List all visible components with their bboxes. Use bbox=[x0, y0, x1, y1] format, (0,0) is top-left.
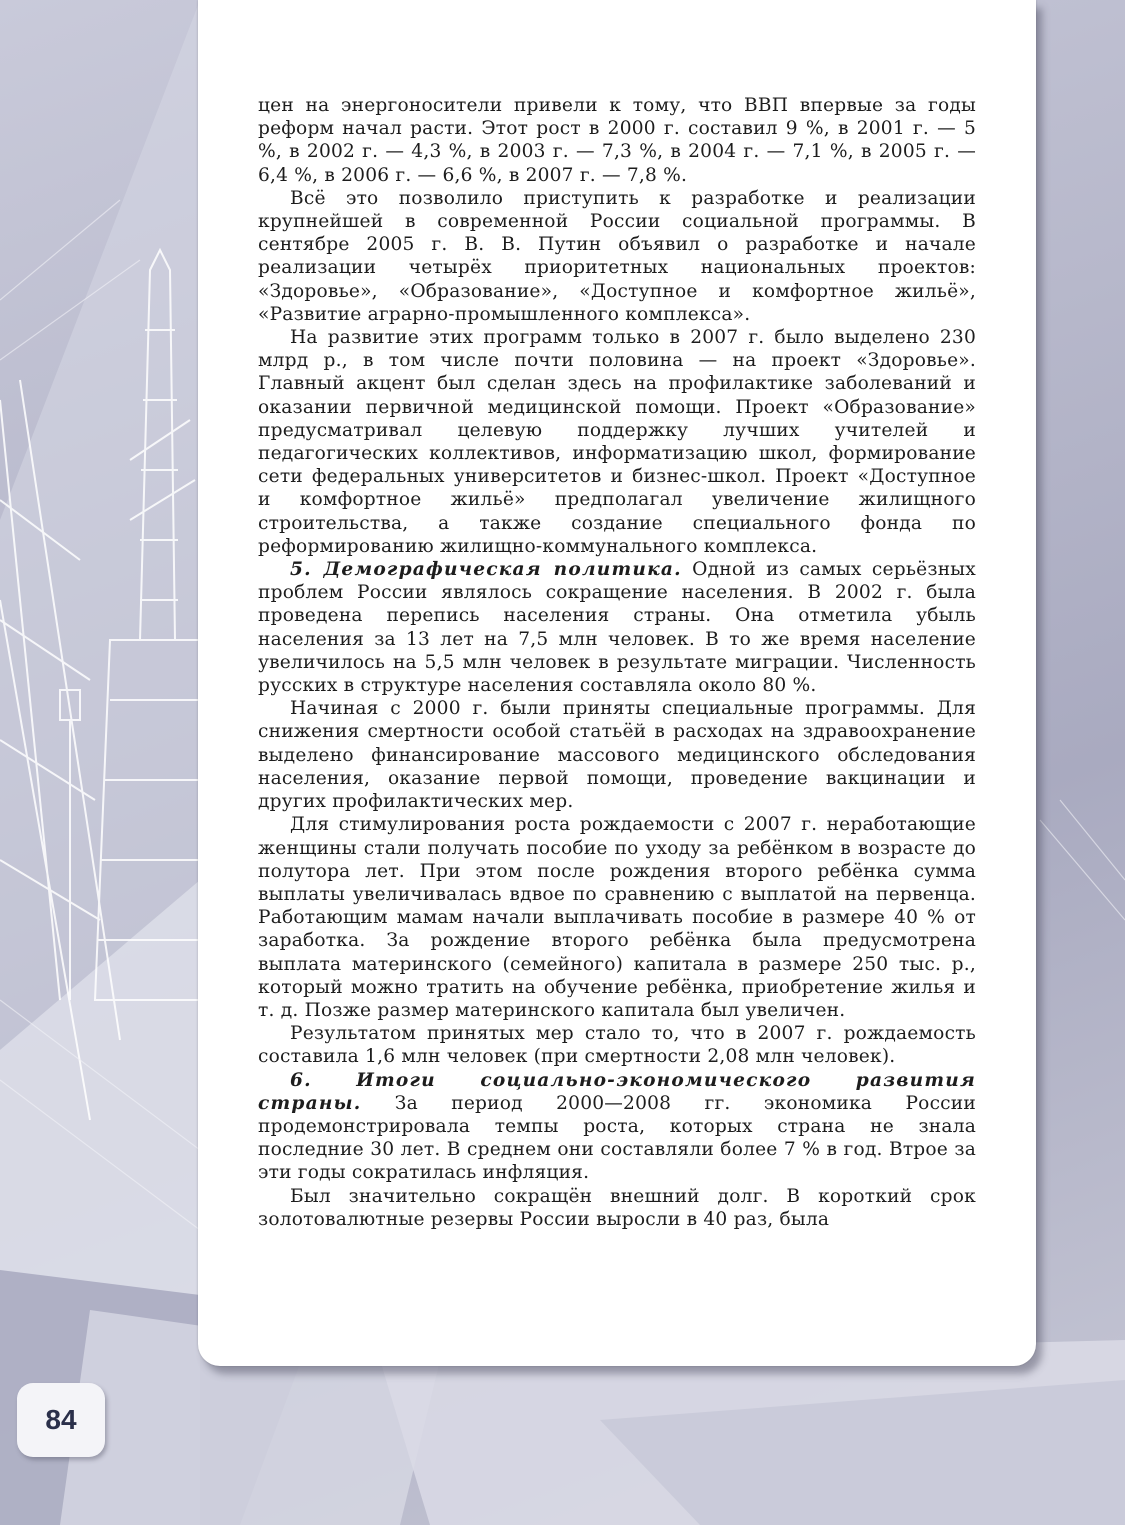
paragraph-demographic-policy bbox=[258, 558, 976, 697]
paragraph-text: На развитие этих программ только в 2007 г. было выделено 230 млрд р., в том числе почти половина — на проект «Здоровье». Главный акцент был сделан здесь на профилактике заболеваний и оказании первичной медицинской помощи. Проект «Образование» предусматривал целевую поддержку лучших учителей и педагогических коллективов, информатизацию школ, формирование сети федеральных университетов и бизнес-школ. Проект «Доступное и комфортное жильё» предполагал увеличение жилищного строительства, а также создание специального фонда по реформированию жилищно-коммунального комплекса. bbox=[258, 327, 976, 557]
paragraph bbox=[258, 187, 976, 326]
paragraph-text: Всё это позволило приступить к разработке и реализации крупнейшей в современной России социальной программы. В сентябре 2005 г. В. В. Путин объявил о разработке и начале реализации четырёх приоритетных национальных проектов: «Здоровье», «Образование», «Доступное и комфортное жильё», «Развитие аграрно-промышленного комплекса». bbox=[258, 187, 976, 325]
paragraph bbox=[258, 1022, 976, 1068]
paragraph bbox=[258, 697, 976, 813]
paragraph-economic-results bbox=[258, 1069, 976, 1185]
paragraph bbox=[258, 813, 976, 1022]
paragraph bbox=[258, 1185, 976, 1231]
section-heading: 5. Демографическая политика. bbox=[290, 559, 682, 581]
page-number: 84 bbox=[17, 1383, 105, 1457]
paragraph-text: Для стимулирования роста рождаемости с 2007 г. неработающие женщины стали получать пособие по уходу за ребёнком в возрасте до полутора лет. При этом после рождения второго ребёнка сумма выплаты увеличивалась вдвое по сравнению с выплатой на первенца. Работающим мамам начали выплачивать пособие в размере 40 % от заработка. За рождение второго ребёнка была предусмотрена выплата материнского (семейного) капитала в размере 250 тыс. р., который можно тратить на обучение ребёнка, приобретение жилья и т. д. Позже размер материнского капитала был увеличен. bbox=[258, 814, 976, 1021]
paragraph bbox=[258, 326, 976, 558]
text-body bbox=[258, 94, 976, 1231]
section-heading: 6. Итоги социально-экономического развития страны. bbox=[258, 1069, 976, 1114]
paragraph bbox=[258, 94, 976, 187]
paragraph-text: Был значительно сокращён внешний долг. В короткий срок золотовалютные резервы России выросли в 40 раз, была bbox=[258, 1185, 976, 1230]
paragraph-text: Начиная с 2000 г. были приняты специальные программы. Для снижения смертности особой статьёй в расходах на здравоохранение выделено финансирование массового медицинского обследования населения, оказание первой помощи, проведение вакцинации и других профилактических мер. bbox=[258, 698, 976, 813]
paragraph-text: Результатом принятых мер стало то, что в 2007 г. рождаемость составила 1,6 млн человек (при смертности 2,08 млн человек). bbox=[258, 1023, 976, 1068]
paragraph-text: Одной из самых серьёзных проблем России являлось сокращение населения. В 2002 г. была проведена перепись населения страны. Она отметила убыль населения за 13 лет на 7,5 млн человек. В то же время население увеличилось на 5,5 млн человек в результате миграции. Численность русских в структуре населения составляла около 80 %. bbox=[258, 559, 976, 697]
paragraph-text: цен на энергоносители привели к тому, что ВВП впервые за годы реформ начал расти. Этот рост в 2000 г. составил 9 %, в 2001 г. — 5 %, в 2002 г. — 4,3 %, в 2003 г. — 7,3 %, в 2004 г. — 7,1 %, в 2005 г. — 6,4 %, в 2006 г. — 6,6 %, в 2007 г. — 7,8 %. bbox=[258, 95, 976, 186]
paragraph-text: За период 2000—2008 гг. экономика России продемонстрировала темпы роста, которых страна не знала последние 30 лет. В среднем они составляли более 7 % в год. Втрое за эти годы сократилась инфляция. bbox=[258, 1092, 976, 1184]
